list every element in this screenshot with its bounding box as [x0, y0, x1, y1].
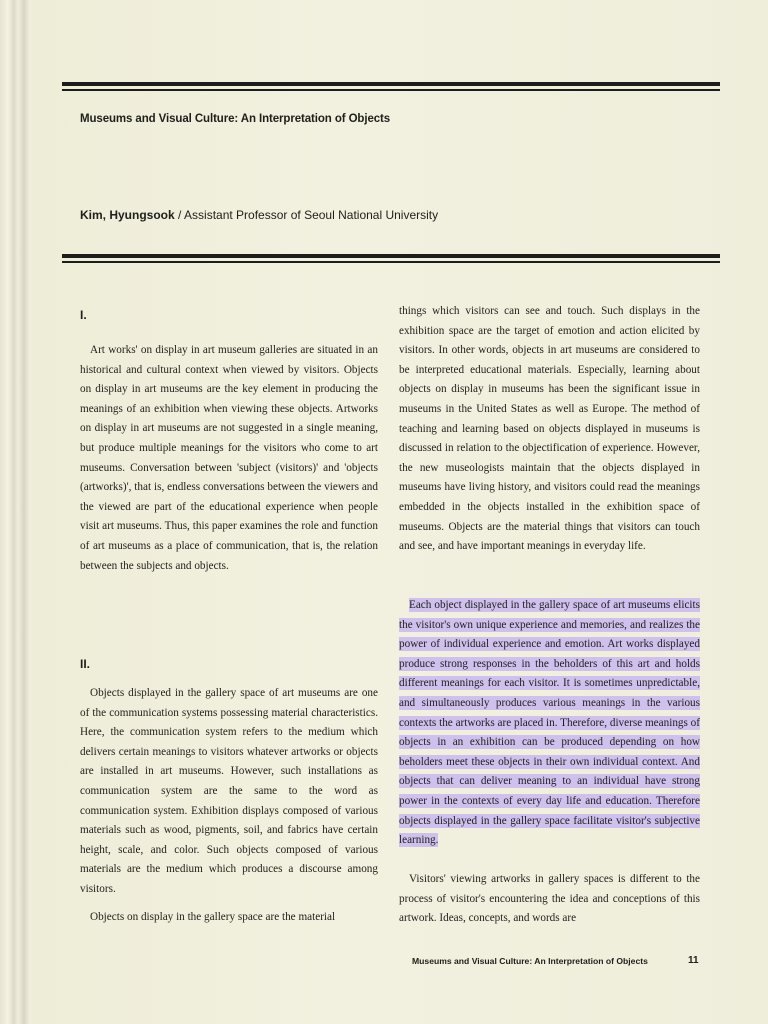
article-title: Museums and Visual Culture: An Interpretation of Objects [80, 113, 391, 125]
left-paragraph-1: Art works' on display in art museum galleries are situated in an historical and cultural context when viewed by visitors. Objects on display in art museums are the key element in producing the meanings of an exhibition when viewing these objects. Artworks on display in art museums are not suggested in a single meaning, but produce multiple meanings for the visitors who come to art museums. Conversation between 'subject (visitors)' and 'objects (artworks)', that is, endless conversations between the viewers and the viewed are part of the educational experience when people visit art museums. Thus, this paper examines the role and function of art museums as a place of communication, that is, the relation between the subjects and objects. [80, 344, 378, 572]
book-spine [0, 0, 34, 1024]
highlighted-text: Each object displayed in the gallery space of art museums elicits the visitor's own unique experience and memories, and realizes the power of individual experience and emotion. Art works displayed produce strong responses in the beholders of this art and holds different meanings for each visitor. It is sometimes unpredictable, and simultaneously produces various meanings in the various contexts the artworks are placed in. Therefore, diverse meanings of objects in an exhibition can be produced depending on how beholders meet these objects in their own individual context. And objects that can deliver meaning to an individual have strong power in the contexts of every day life and education. Therefore objects displayed in the gallery space facilitate visitor's subjective learning. [399, 599, 700, 847]
right-paragraph-3: Visitors' viewing artworks in gallery spaces is different to the process of visitor's encountering the idea and conceptions of this artwork. Ideas, concepts, and words are [399, 873, 700, 925]
section-heading-2: II. [80, 657, 91, 671]
running-footer-title: Museums and Visual Culture: An Interpretation of Objects [412, 956, 648, 966]
right-paragraph-2-highlighted [399, 596, 700, 851]
top-rule-thick [62, 82, 720, 86]
left-paragraph-3: Objects on display in the gallery space are the material [90, 911, 336, 923]
section-heading-1: I. [80, 308, 87, 322]
author-name: Kim, Hyungsook [80, 208, 175, 222]
page-number: 11 [688, 955, 699, 966]
right-paragraph-1: things which visitors can see and touch. Such displays in the exhibition space are the target of emotion and action elicited by visitors. In other words, objects in art museums are considered to be interpreted educational materials. Especially, learning about objects on display in museums has been the significant issue in museums in the United States as well as Europe. The method of teaching and learning based on objects displayed in museums is discussed in relation to the objectification of experience. However, the new museologists maintain that the objects displayed in museums have living history, and visitors could read the meanings embedded in the objects installed in the exhibition space of museums. Objects are the material things that visitors can touch and see, and have important meanings in everyday life. [399, 305, 700, 553]
left-paragraph-2: Objects displayed in the gallery space of art museums are one of the communication systems possessing material characteristics. Here, the communication system refers to the medium which delivers certain meanings to visitors whatever artworks or objects are installed in art museums. However, such installations as communication system are the same to the word as communication system. Exhibition displays composed of various materials such as wood, pigments, soil, and fabrics have certain height, scale, and color. Such objects composed of various materials are the medium which produces a discourse among visitors. [80, 687, 378, 895]
header-bottom-rule-thin [62, 261, 720, 263]
author-affiliation: / Assistant Professor of Seoul National University [174, 208, 439, 222]
header-bottom-rule-thick [62, 254, 720, 258]
byline [80, 208, 438, 222]
top-rule-thin [62, 89, 720, 91]
